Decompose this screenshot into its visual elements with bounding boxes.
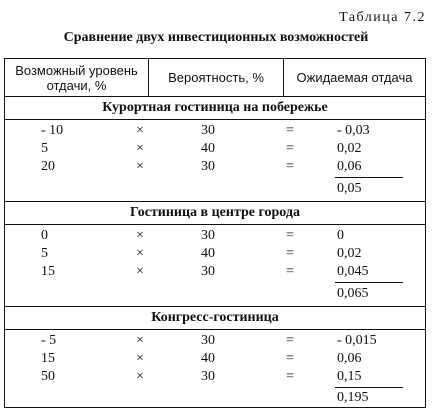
equals-sign: =: [286, 369, 294, 384]
level-cell: - 10: [41, 123, 64, 138]
equals-sign: =: [286, 333, 294, 348]
multiply-sign: ×: [136, 351, 144, 366]
level-cell: 0: [41, 228, 48, 243]
divider: [5, 224, 425, 225]
divider: [5, 119, 425, 120]
header-probability: Вероятность, %: [168, 70, 264, 85]
sum-rule: [335, 387, 403, 388]
expected-return-cell: 0,02: [337, 246, 362, 261]
sum-rule: [335, 282, 403, 283]
level-cell: 5: [41, 141, 48, 156]
probability-cell: 40: [201, 141, 215, 156]
header-expected-return: Ожидаемая отдача: [296, 70, 413, 85]
equals-sign: =: [286, 228, 294, 243]
expected-return-cell: 0,06: [337, 159, 362, 174]
probability-cell: 30: [201, 264, 215, 279]
expected-return-cell: 0,06: [337, 351, 362, 366]
table-title: Сравнение двух инвестиционных возможностей: [63, 30, 369, 45]
probability-cell: 40: [201, 246, 215, 261]
probability-cell: 30: [201, 123, 215, 138]
total-cell: 0,065: [337, 286, 369, 301]
expected-return-cell: 0,15: [337, 369, 362, 384]
equals-sign: =: [286, 246, 294, 261]
multiply-sign: ×: [136, 333, 144, 348]
section-title: Конгресс-гостиница: [151, 310, 279, 325]
equals-sign: =: [286, 351, 294, 366]
multiply-sign: ×: [136, 159, 144, 174]
expected-return-cell: 0,02: [337, 141, 362, 156]
expected-return-cell: 0: [337, 228, 344, 243]
expected-return-cell: - 0,03: [337, 123, 370, 138]
level-cell: 15: [41, 351, 55, 366]
multiply-sign: ×: [136, 246, 144, 261]
section-title: Гостиница в центре города: [130, 205, 300, 220]
section-title: Курортная гостиница на побережье: [102, 100, 328, 115]
multiply-sign: ×: [136, 123, 144, 138]
equals-sign: =: [286, 264, 294, 279]
level-cell: - 5: [41, 333, 57, 348]
expected-return-cell: - 0,015: [337, 333, 377, 348]
level-cell: 20: [41, 159, 55, 174]
equals-sign: =: [286, 141, 294, 156]
sum-rule: [335, 177, 403, 178]
header-level: Возможный уровень отдачи, %: [15, 62, 138, 93]
level-cell: 50: [41, 369, 55, 384]
probability-cell: 30: [201, 159, 215, 174]
multiply-sign: ×: [136, 228, 144, 243]
divider: [5, 329, 425, 330]
probability-cell: 40: [201, 351, 215, 366]
probability-cell: 30: [201, 228, 215, 243]
multiply-sign: ×: [136, 369, 144, 384]
investment-table: [4, 58, 426, 408]
multiply-sign: ×: [136, 141, 144, 156]
probability-cell: 30: [201, 369, 215, 384]
level-cell: 15: [41, 264, 55, 279]
expected-return-cell: 0,045: [337, 264, 369, 279]
multiply-sign: ×: [136, 264, 144, 279]
total-cell: 0,05: [337, 181, 362, 196]
equals-sign: =: [286, 123, 294, 138]
level-cell: 5: [41, 246, 48, 261]
total-cell: 0,195: [337, 390, 369, 405]
equals-sign: =: [286, 159, 294, 174]
probability-cell: 30: [201, 333, 215, 348]
table-number: Таблица 7.2: [339, 10, 426, 25]
